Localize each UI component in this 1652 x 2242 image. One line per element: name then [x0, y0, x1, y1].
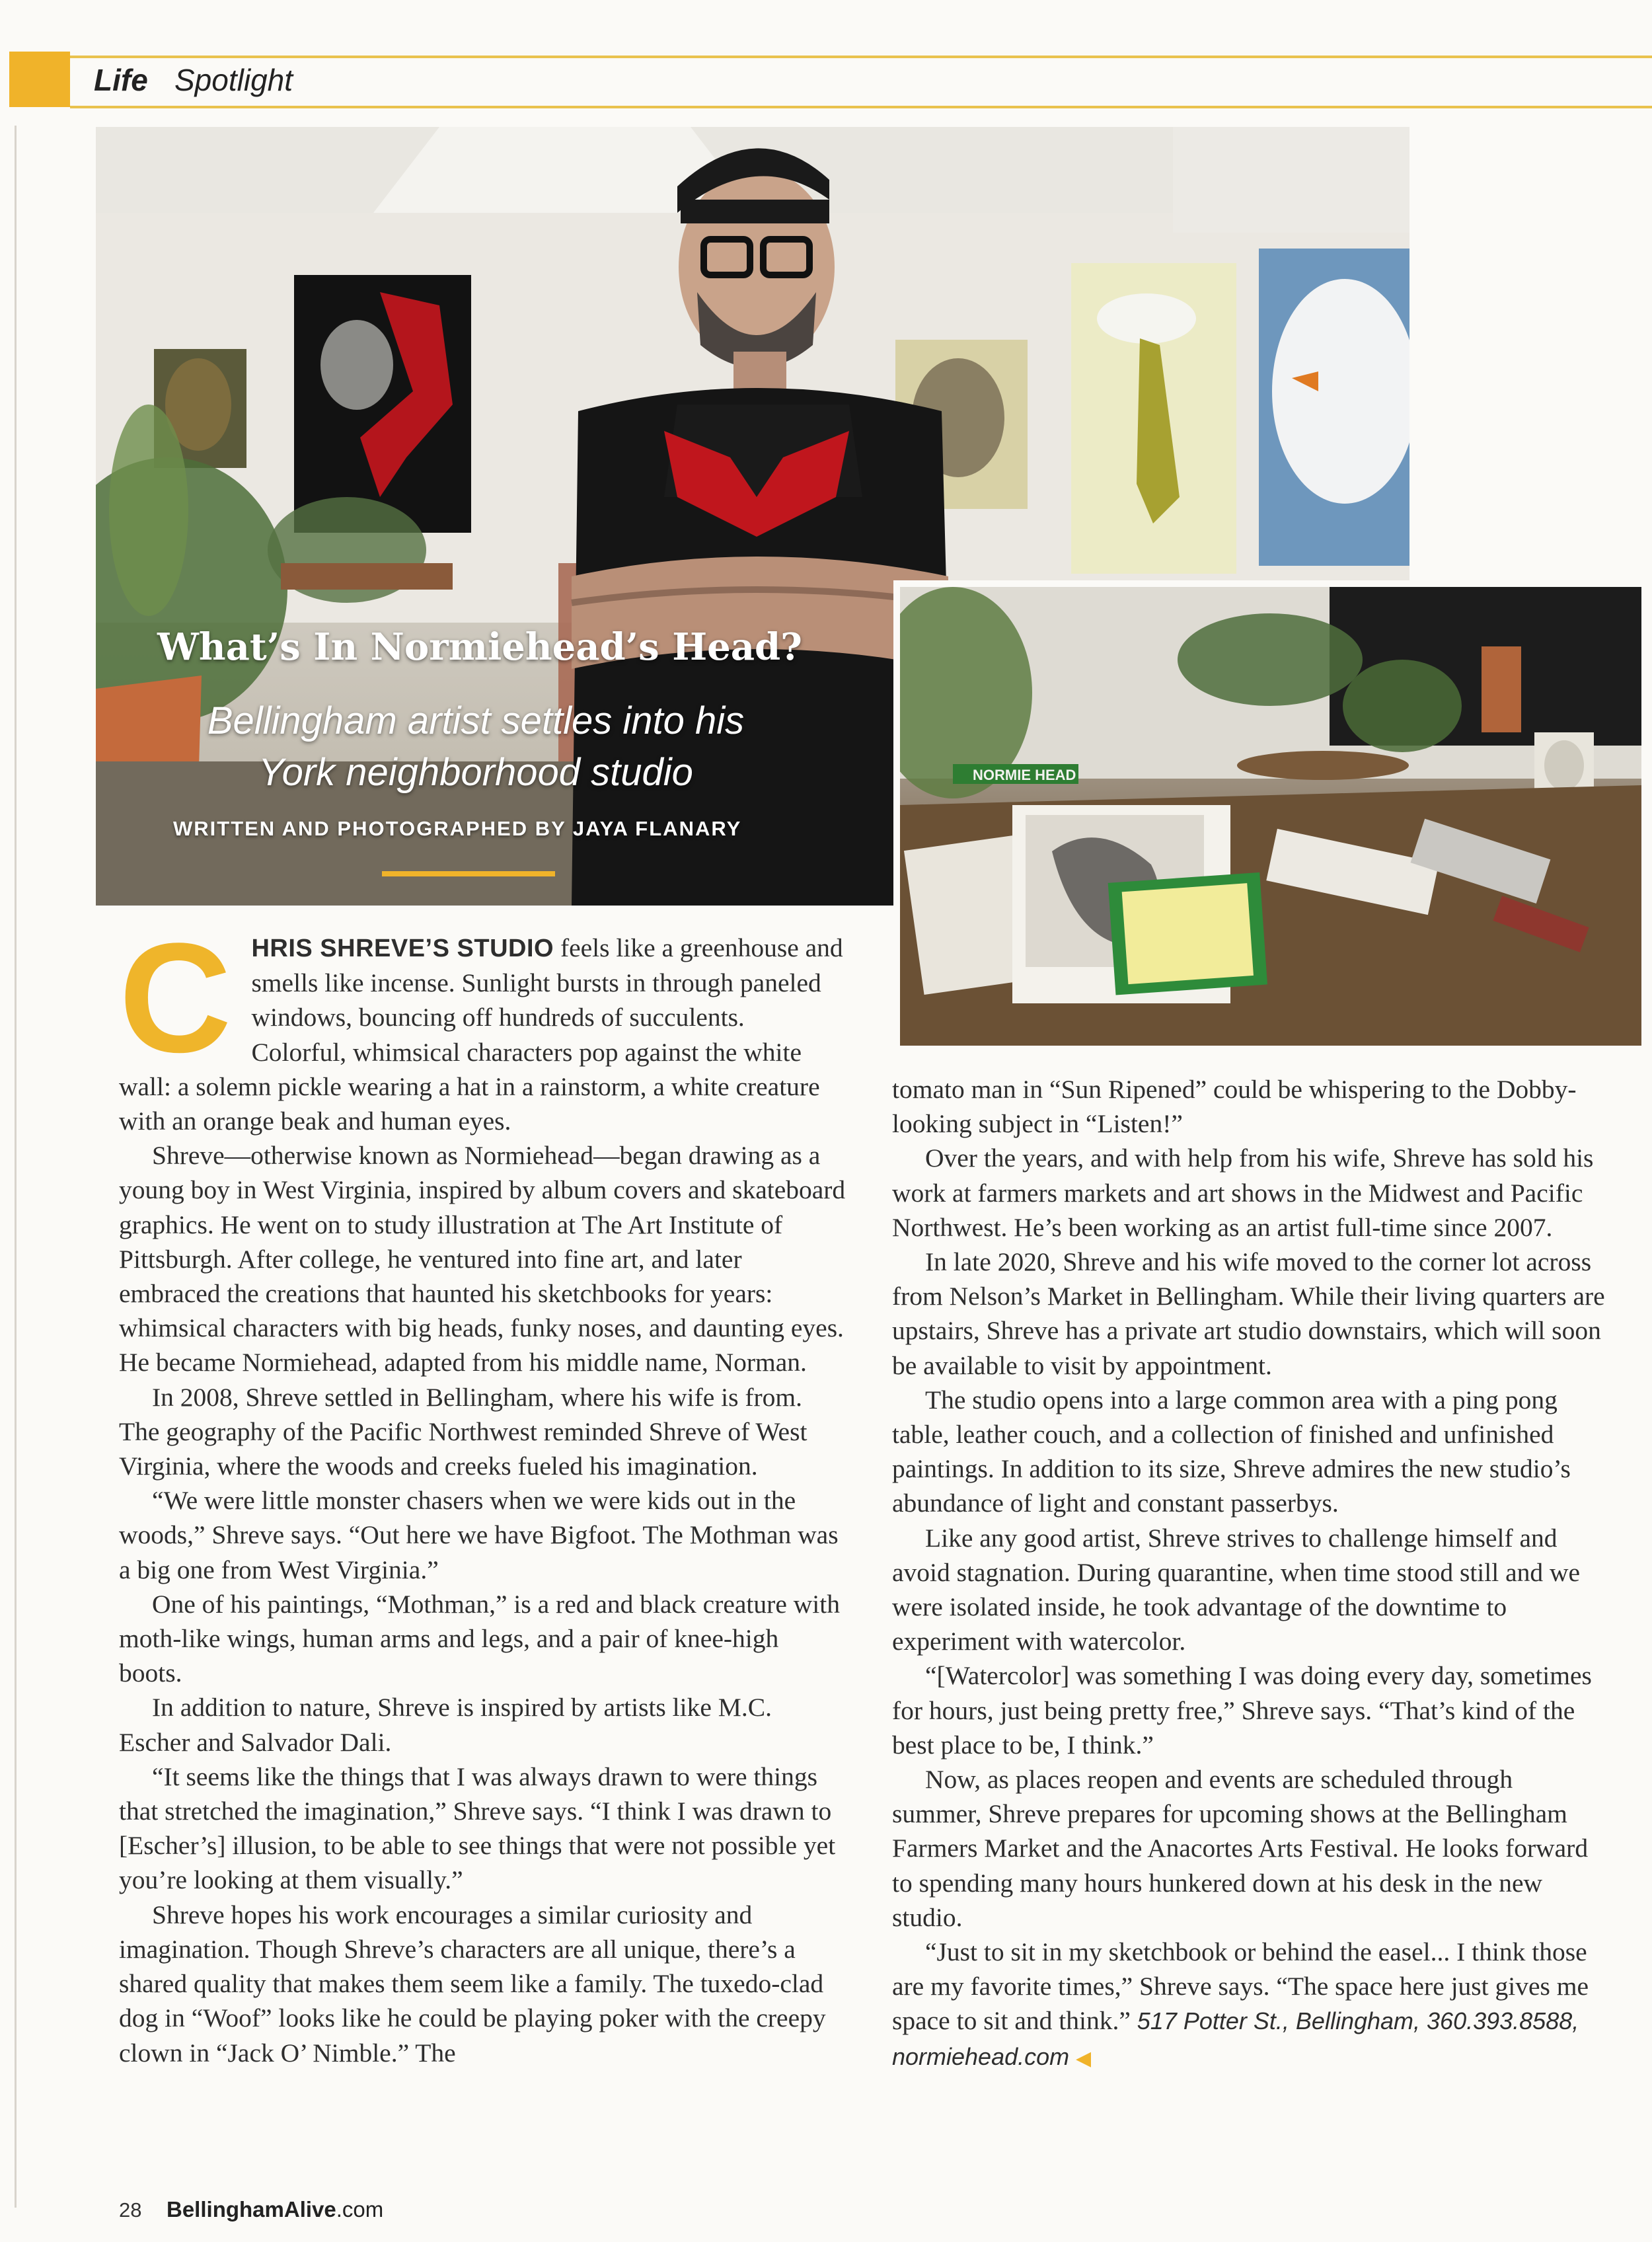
subtitle-line-2: York neighborhood studio: [258, 751, 693, 794]
continued-paragraph: tomato man in “Sun Ripened” could be whispering to the Dobby-looking subject in “Listen!”: [892, 1075, 1577, 1139]
closing-quote: “Just to sit in my sketchbook or behind the easel... I think those are my favorite times,” Shreve says. “The space here just gives me space to sit and think.”: [892, 1937, 1589, 2036]
byline-rule: [382, 871, 555, 876]
header-rule-top: [70, 56, 1652, 58]
subtitle-line-1: Bellingham artist settles into his: [207, 699, 745, 742]
body-paragraph: In addition to nature, Shreve is inspired by artists like M.C. Escher and Salvador Dali.: [119, 1693, 772, 1757]
closing-paragraph: [892, 1935, 1606, 2076]
body-paragraph: The studio opens into a large common area with a ping pong table, leather couch, and a collection of finished and unfinished paintings. In addition to its size, Shreve admires the new studio’s abundance of light and constant passerbys.: [892, 1385, 1571, 1518]
body-paragraph: In late 2020, Shreve and his wife moved to the corner lot across from Nelson’s Market in Bellingham. While their living quarters are upstairs, Shreve has a private art studio downstairs, which will soon be available to visit by appointment.: [892, 1247, 1605, 1380]
opening-paragraph: [119, 911, 846, 1138]
article-column-2: [892, 1072, 1606, 2076]
lead-in-caps: HRIS SHREVE’S STUDIO: [251, 935, 554, 962]
body-paragraph: One of his paintings, “Mothman,” is a red and black creature with moth-like wings, human arms and legs, and a pair of knee-high boots.: [119, 1589, 840, 1688]
desk-sign-text: NORMIE HEAD: [973, 767, 1076, 783]
opening-paragraph-text: feels like a greenhouse and smells like incense. Sunlight bursts in through paneled windows, bouncing off hundreds of succulents. Colorful, whimsical characters pop against the white wall: a solemn pickle wearing a hat in a rainstorm, a white creature with an orange beak and human eyes.: [119, 933, 843, 1136]
end-mark-icon: ◀: [1076, 2046, 1092, 2070]
drop-cap: C: [119, 911, 232, 1085]
body-paragraph: “We were little monster chasers when we were kids out in the woods,” Shreve says. “Out here we have Bigfoot. The Mothman was a big one from West Virginia.”: [119, 1486, 839, 1584]
site-name: BellinghamAlive: [167, 2197, 336, 2222]
header-rule-bottom: [70, 106, 1652, 108]
article-subtitle: [178, 695, 773, 798]
body-paragraph: Over the years, and with help from his wife, Shreve has sold his work at farmers markets and art shows in the Midwest and Pacific Northwest. He’s been working as an artist full-time since 2007.: [892, 1143, 1594, 1242]
studio-contact-info: 517 Potter St., Bellingham, 360.393.8588, normiehead.com: [892, 2007, 1579, 2070]
body-paragraph: Now, as places reopen and events are scheduled through summer, Shreve prepares for upcoming shows at the Bellingham Farmers Market and the Anacortes Arts Festival. He looks forward to spending many hours hunkered down at his desk in the new studio.: [892, 1765, 1589, 1932]
body-paragraph: “It seems like the things that I was always drawn to were things that stretched the imagination,” Shreve says. “I think I was drawn to [Escher’s] illusion, to be able to see things that were not possible yet you’re looking at them visually.”: [119, 1761, 836, 1895]
byline: WRITTEN AND PHOTOGRAPHED BY JAYA FLANARY: [173, 817, 742, 840]
publication-website: [167, 2197, 383, 2222]
section-color-tab: [9, 52, 70, 107]
studio-desk-photo: [893, 580, 1641, 1046]
body-paragraph: “[Watercolor] was something I was doing every day, sometimes for hours, just being pretty free,” Shreve says. “That’s kind of the best place to be, I think.”: [892, 1661, 1592, 1759]
article-column-1: [119, 911, 846, 2070]
body-paragraph: Shreve—otherwise known as Normiehead—began drawing as a young boy in West Virginia, inspired by album covers and skateboard graphics. He went on to study illustration at The Art Institute of Pittsburgh. After college, he ventured into fine art, and later embraced the creations that haunted his sketchbooks for years: whimsical characters with big heads, funky noses, and daunting eyes. He became Normiehead, adapted from his middle name, Norman.: [119, 1141, 846, 1377]
subsection-label: Spotlight: [174, 63, 293, 97]
site-domain: .com: [336, 2197, 384, 2222]
body-paragraph: In 2008, Shreve settled in Bellingham, where his wife is from. The geography of the Pacific Northwest reminded Shreve of West Virginia, where the woods and creeks fueled his imagination.: [119, 1382, 807, 1481]
section-label: Life: [94, 63, 148, 97]
page-number: 28: [119, 2198, 142, 2222]
article-title: What’s In Normiehead’s Head?: [157, 625, 802, 669]
page-edge: [15, 126, 17, 2208]
body-paragraph: Like any good artist, Shreve strives to challenge himself and avoid stagnation. During quarantine, when time stood still and we were isolated inside, he took advantage of the downtime to experiment with watercolor.: [892, 1523, 1581, 1656]
body-paragraph: Shreve hopes his work encourages a similar curiosity and imagination. Though Shreve’s characters are all unique, there’s a shared quality that makes them seem like a family. The tuxedo-clad dog in “Woof” looks like he could be playing poker with the creepy clown in “Jack O’ Nimble.” The: [119, 1900, 826, 2068]
